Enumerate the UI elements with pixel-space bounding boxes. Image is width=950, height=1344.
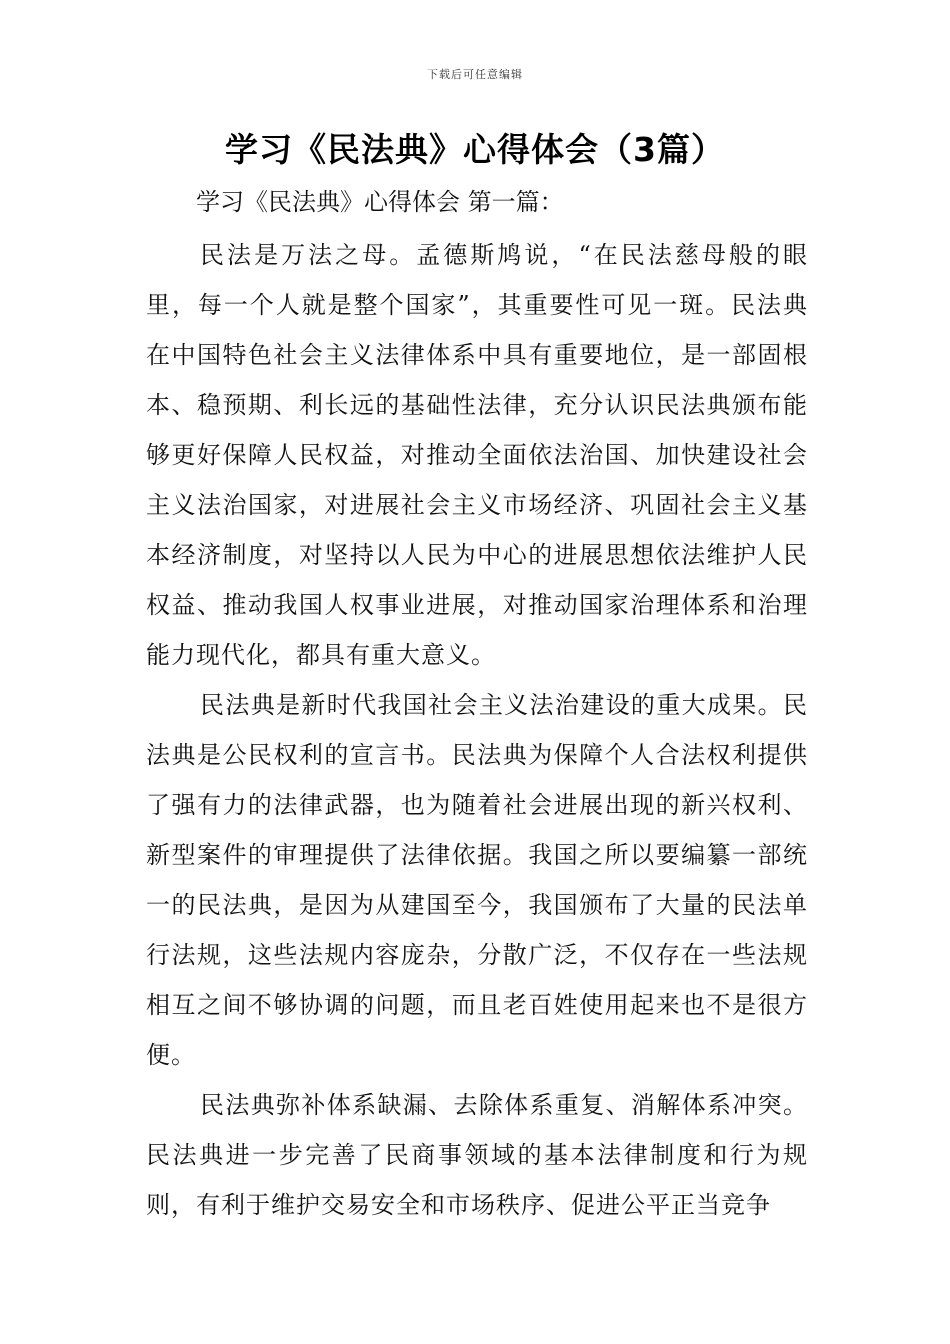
document-title: 学习《民法典》心得体会（3篇） <box>225 130 725 169</box>
header-note: 下载后可任意编辑 <box>427 68 523 81</box>
paragraph-3: 民法典弥补体系缺漏、去除体系重复、消解体系冲突。民法典进一步完善了民商事领域的基本法律制度和行为规则，有利于维护交易安全和市场秩序、促进公平正当竞争 <box>146 1091 808 1219</box>
paragraph-1: 民法是万法之母。孟德斯鸠说，“在民法慈母般的眼里，每一个人就是整个国家”，其重要性可见一斑。民法典在中国特色社会主义法律体系中具有重要地位，是一部固根本、稳预期、利长远的基础性法律，充分认识民法典颁布能够更好保障人民权益，对推动全面依法治国、加快建设社会主义法治国家，对进展社会主义市场经济、巩固社会主义基本经济制度，对坚持以人民为中心的进展思想依法维护人民权益、推动我国人权事业进展，对推动国家治理体系和治理能力现代化，都具有重大意义。 <box>146 241 808 669</box>
body-text <box>146 230 808 1230</box>
paragraph-2: 民法典是新时代我国社会主义法治建设的重大成果。民法典是公民权利的宣言书。民法典为保障个人合法权利提供了强有力的法律武器，也为随着社会进展出现的新兴权利、新型案件的审理提供了法律依据。我国之所以要编纂一部统一的民法典，是因为从建国至今，我国颁布了大量的民法单行法规，这些法规内容庞杂，分散广泛，不仅存在一些法规相互之间不够协调的问题，而且老百姓使用起来也不是很方便。 <box>146 691 808 1069</box>
section-subtitle: 学习《民法典》心得体会 第一篇： <box>196 188 564 216</box>
